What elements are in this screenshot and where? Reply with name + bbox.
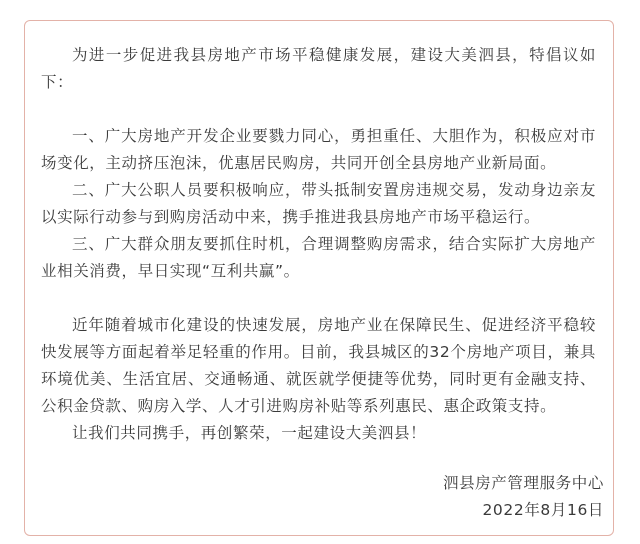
proposal-2: 二、广大公职人员要积极响应，带头抵制安置房违规交易，发动身边亲友以实际行动参与到购房活动中来，携手推进我县房地产市场平稳运行。 [41,181,596,226]
intro-paragraph: 为进一步促进我县房地产市场平稳健康发展，建设大美泗县，特倡议如下： [41,46,596,91]
proposal-3: 三、广大群众朋友要抓住时机，合理调整购房需求，结合实际扩大房地产业相关消费，早日实现“互利共赢”。 [41,235,596,280]
paragraph-gap [41,96,596,123]
signature-organization: 泗县房产管理服务中心 [442,474,604,492]
document-body [41,42,596,447]
closing-paragraph: 让我们共同携手，再创繁荣，一起建设大美泗县！ [72,424,427,442]
paragraph-gap [41,285,596,312]
signature-date: 2022年8月16日 [482,501,604,519]
proposal-1: 一、广大房地产开发企业要戮力同心，勇担重任、大胆作为，积极应对市场变化，主动挤压泡沫，优惠居民购房，共同开创全县房地产业新局面。 [41,127,596,172]
background-paragraph: 近年随着城市化建设的快速发展，房地产业在保障民生、促进经济平稳较快发展等方面起着举足轻重的作用。目前，我县城区的32个房地产项目，兼具环境优美、生活宜居、交通畅通、就医就学便捷等优势，同时更有金融支持、公积金贷款、购房入学、人才引进购房补贴等系列惠民、惠企政策支持。 [41,316,596,415]
